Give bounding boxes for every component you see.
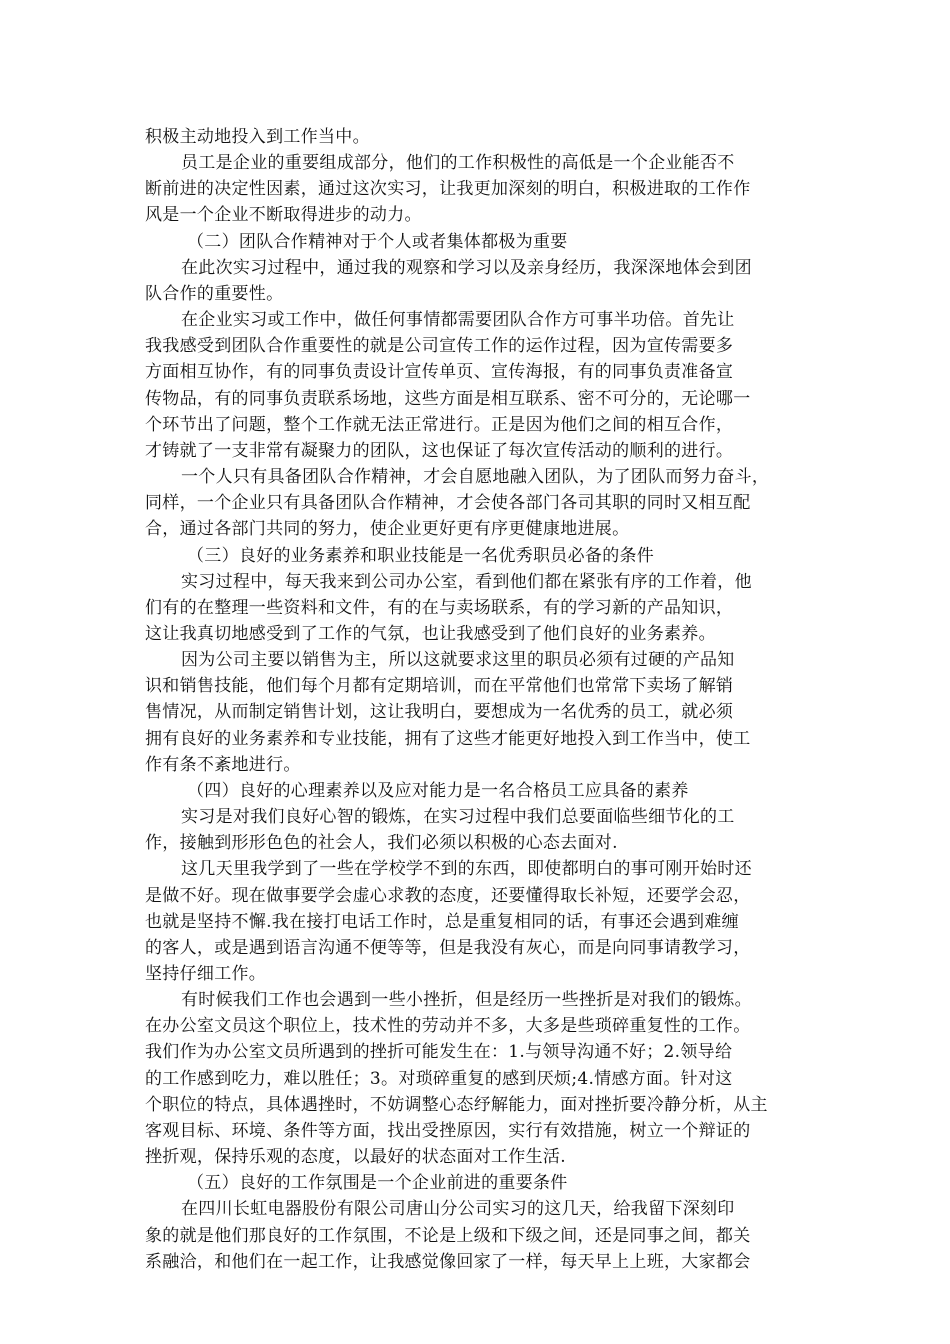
- text-line: 在企业实习或工作中，做任何事情都需要团队合作方可事半功倍。首先让: [181, 310, 735, 331]
- text-line: 一个人只有具备团队合作精神，才会自愿地融入团队，为了团队而努力奋斗，: [181, 467, 770, 488]
- text-line: 队合作的重要性。: [145, 283, 284, 304]
- text-line: 实习是对我们良好心智的锻炼，在实习过程中我们总要面临些细节化的工: [181, 807, 735, 828]
- text-line: 挫折观，保持乐观的态度，以最好的状态面对工作生活.: [145, 1147, 566, 1168]
- text-line: 拥有良好的业务素养和专业技能，拥有了这些才能更好地投入到工作当中，使工: [145, 728, 751, 749]
- text-line: 这几天里我学到了一些在学校学不到的东西，即使都明白的事可刚开始时还: [181, 859, 752, 880]
- text-line: 在办公室文员这个职位上，技术性的劳动并不多，大多是些琐碎重复性的工作。: [145, 1016, 751, 1037]
- section-heading: （四）良好的心理素养以及应对能力是一名合格员工应具备的素养: [187, 780, 689, 801]
- text-line: 因为公司主要以销售为主，所以这就要求这里的职员必须有过硬的产品知: [181, 650, 735, 671]
- text-line: 方面相互协作，有的同事负责设计宣传单页、宣传海报，有的同事负责准备宣: [145, 362, 734, 383]
- text-line: 的工作感到吃力，难以胜任；3。对琐碎重复的感到厌烦;4.情感方面。针对这: [145, 1068, 733, 1089]
- text-line: 我我感受到团队合作重要性的就是公司宣传工作的运作过程，因为宣传需要多: [145, 336, 734, 357]
- text-line: 售情况，从而制定销售计划，这让我明白，要想成为一名优秀的员工，就必须: [145, 702, 734, 723]
- text-line: 们有的在整理一些资料和文件，有的在与卖场联系，有的学习新的产品知识，: [145, 597, 734, 618]
- text-line: 积极主动地投入到工作当中。: [145, 127, 370, 147]
- text-line: 象的就是他们那良好的工作氛围，不论是上级和下级之间，还是同事之间，都关: [145, 1225, 751, 1246]
- text-line: 才铸就了一支非常有凝聚力的团队，这也保证了每次宣传活动的顺利的进行。: [145, 440, 734, 461]
- section-heading: （五）良好的工作氛围是一个企业前进的重要条件: [187, 1173, 568, 1194]
- text-line: 个职位的特点，具体遇挫时，不妨调整心态纾解能力，面对挫折要冷静分析，从主: [145, 1094, 768, 1115]
- text-line: 识和销售技能，他们每个月都有定期培训，而在平常他们也常常下卖场了解销: [145, 676, 734, 697]
- text-line: 风是一个企业不断取得进步的动力。: [145, 205, 422, 226]
- text-line: 合，通过各部门共同的努力，使企业更好更有序更健康地进展。: [145, 519, 630, 540]
- section-heading: （二）团队合作精神对于个人或者集体都极为重要: [187, 231, 568, 252]
- text-line: 也就是坚持不懈.我在接打电话工作时，总是重复相同的话，有事还会遇到难缠: [145, 911, 739, 932]
- text-line: 员工是企业的重要组成部分，他们的工作积极性的高低是一个企业能否不: [181, 153, 735, 174]
- text-line: 系融洽，和他们在一起工作，让我感觉像回家了一样，每天早上上班，大家都会: [145, 1251, 751, 1272]
- text-line: 作有条不紊地进行。: [145, 754, 301, 775]
- text-line: 这让我真切地感受到了工作的气氛，也让我感受到了他们良好的业务素养。: [145, 623, 716, 644]
- text-line: 的客人，或是遇到语言沟通不便等等，但是我没有灰心，而是向同事请教学习，: [145, 937, 751, 958]
- document-body: [145, 124, 825, 1275]
- text-line: 个环节出了问题，整个工作就无法正常进行。正是因为他们之间的相互合作，: [145, 414, 734, 435]
- text-line: 在四川长虹电器股份有限公司唐山分公司实习的这几天，给我留下深刻印: [181, 1199, 735, 1220]
- text-line: 实习过程中，每天我来到公司办公室，看到他们都在紧张有序的工作着，他: [181, 571, 752, 592]
- text-line: 坚持仔细工作。: [145, 964, 267, 984]
- text-line: 断前进的决定性因素，通过这次实习，让我更加深刻的明白，积极进取的工作作: [145, 179, 751, 200]
- text-line: 有时候我们工作也会遇到一些小挫折，但是经历一些挫折是对我们的锻炼。: [181, 990, 752, 1011]
- text-line: 客观目标、环境、条件等方面，找出受挫原因，实行有效措施，树立一个辩证的: [145, 1120, 751, 1141]
- text-line: 在此次实习过程中，通过我的观察和学习以及亲身经历，我深深地体会到团: [181, 257, 752, 278]
- text-line: 同样，一个企业只有具备团队合作精神，才会使各部门各司其职的同时又相互配: [145, 493, 751, 514]
- text-line: 我们作为办公室文员所遇到的挫折可能发生在：1.与领导沟通不好；2.领导给: [145, 1042, 733, 1063]
- text-line: 作，接触到形形色色的社会人，我们必须以积极的心态去面对.: [145, 833, 618, 854]
- section-heading: （三）良好的业务素养和职业技能是一名优秀职员必备的条件: [187, 545, 655, 566]
- text-line: 传物品，有的同事负责联系场地，这些方面是相互联系、密不可分的，无论哪一: [145, 388, 751, 409]
- text-line: 是做不好。现在做事要学会虚心求教的态度，还要懂得取长补短，还要学会忍，: [145, 885, 751, 906]
